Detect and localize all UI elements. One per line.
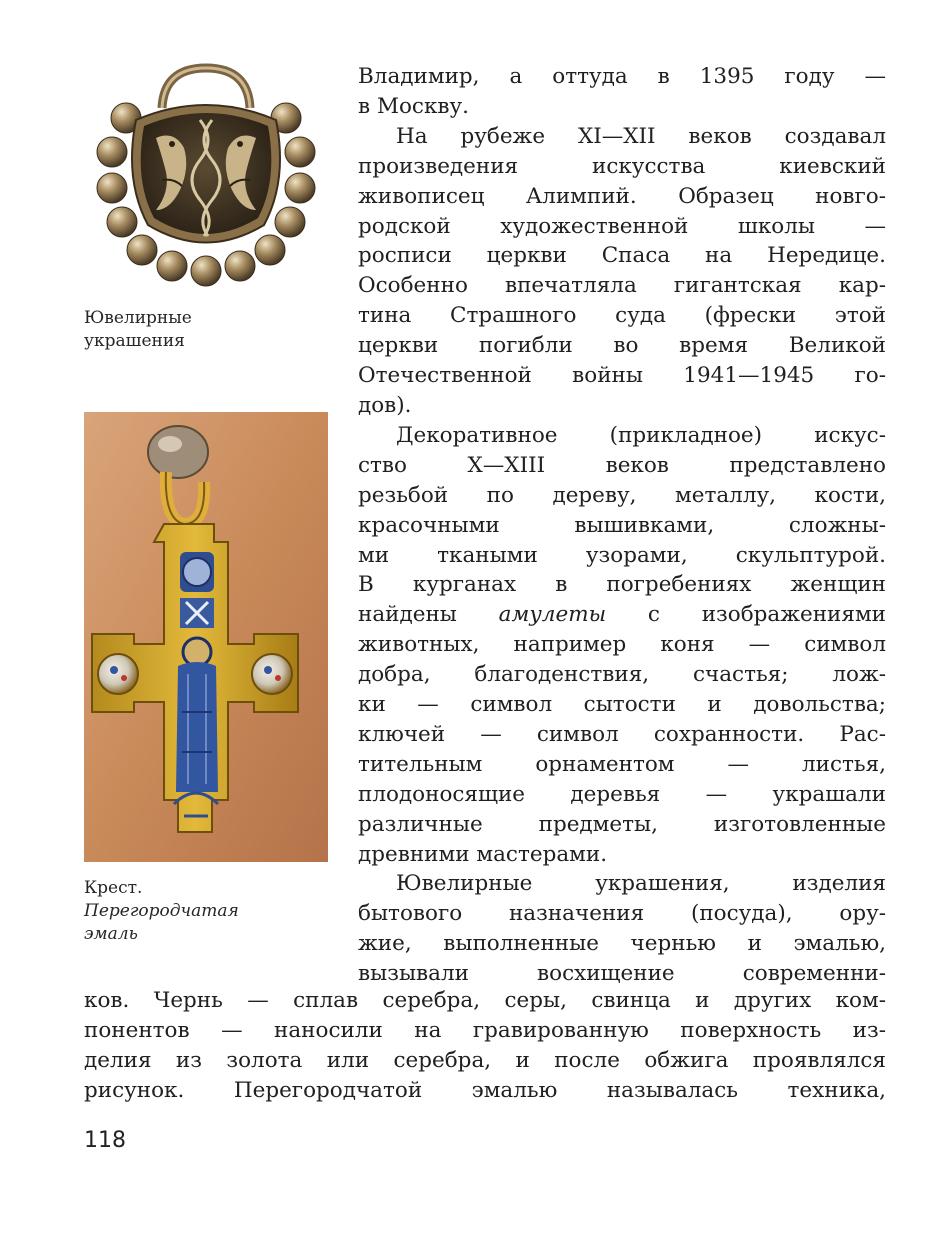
text-line: жие, выполненные чернью и эмалью, — [358, 931, 886, 957]
body-text-full — [84, 986, 886, 1106]
text-segment: с изображениями — [647, 602, 887, 628]
text-line: ки — символ сытости и довольства; — [358, 692, 886, 718]
text-line: плодоносящие деревья — украшали — [358, 781, 886, 807]
text-line: тительным орнаментом — листья, — [358, 751, 886, 777]
enamel-cross-image — [84, 412, 328, 862]
text-line: дов). — [358, 392, 412, 418]
text-segment: найдены — [358, 602, 457, 628]
jewelry-kolt-image — [84, 60, 328, 300]
text-line: ключей — символ сохранности. Рас- — [358, 721, 886, 747]
text-line: произведения искусства киевский — [358, 153, 886, 179]
text-line: Особенно впечатляла гигантская кар- — [358, 273, 886, 299]
text-line: понентов — наносили на гравированную поверхность из- — [84, 1017, 886, 1043]
text-line: вызывали восхищение современни- — [358, 961, 886, 987]
text-line: ство X—XIII веков представлено — [358, 452, 886, 478]
caption-line: Ювелирные — [84, 308, 192, 328]
text-line: тина Страшного суда (фрески этой — [358, 303, 886, 329]
caption-line: украшения — [84, 331, 185, 351]
body-text-column — [358, 62, 886, 989]
text-line: церкви погибли во время Великой — [358, 333, 886, 359]
text-line: резьбой по дереву, металлу, кости, — [358, 482, 886, 508]
text-line: ми ткаными узорами, скульптурой. — [358, 542, 886, 568]
text-line: животных, например коня — символ — [358, 632, 886, 658]
text-line-with-term — [358, 600, 886, 630]
text-line: Владимир, а оттуда в 1395 году — — [358, 64, 886, 89]
text-line: живописец Алимпий. Образец новго- — [358, 183, 886, 209]
text-line: На рубеже XI—XII веков создавал — [396, 123, 886, 149]
text-line: добра, благоденствия, счастья; лож- — [358, 662, 886, 688]
text-line: ков. Чернь — сплав серебра, серы, свинца и других ком- — [84, 988, 886, 1013]
text-line: Декоративное (прикладное) искус- — [396, 422, 886, 448]
text-line: росписи церкви Спаса на Нередице. — [358, 243, 886, 269]
text-line: красочными вышивками, сложны- — [358, 512, 886, 538]
text-line: Отечественной войны 1941—1945 го- — [358, 363, 886, 389]
text-line: древними мастерами. — [358, 841, 608, 867]
text-line: рисунок. Перегородчатой эмалью называлась техника, — [84, 1077, 886, 1103]
text-line: бытового назначения (посуда), ору- — [358, 901, 886, 927]
text-line: В курганах в погребениях женщин — [358, 572, 886, 598]
amulet-term: амулеты — [498, 602, 607, 628]
text-line: родской художественной школы — — [358, 213, 886, 239]
cross-caption — [84, 877, 239, 946]
caption-line-italic: Перегородчатая — [84, 901, 239, 921]
text-line: Ювелирные украшения, изделия — [396, 871, 886, 897]
text-line: в Москву. — [358, 93, 469, 119]
text-line: различные предметы, изготовленные — [358, 811, 886, 837]
caption-line-italic: эмаль — [84, 924, 138, 944]
page-number: 118 — [84, 1128, 126, 1153]
text-line: делия из золота или серебра, и после обжига проявлялся — [84, 1047, 886, 1073]
jewelry-caption — [84, 307, 192, 353]
caption-line: Крест. — [84, 878, 143, 898]
